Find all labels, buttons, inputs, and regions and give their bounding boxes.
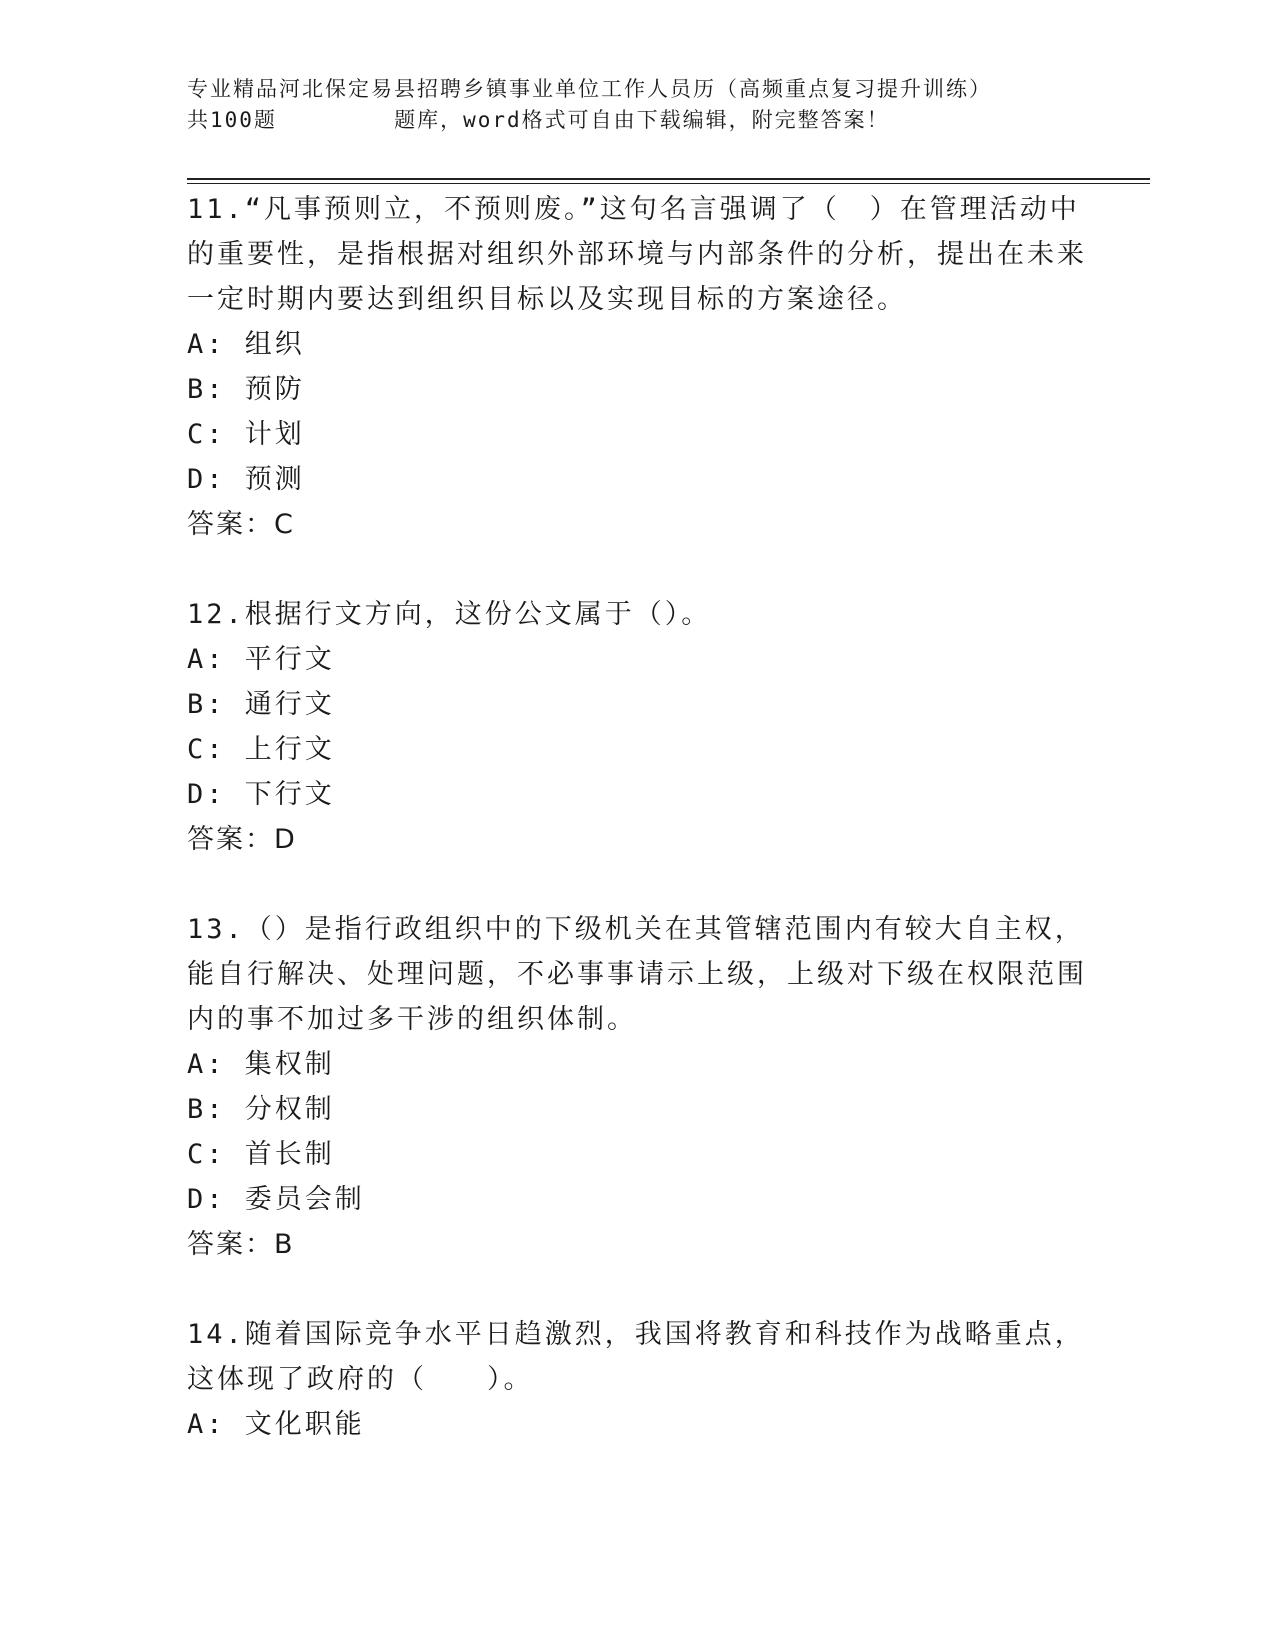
option-key: B: [187,689,226,720]
question-answer: 答案：C [187,509,295,540]
header-divider-thin [187,183,1150,184]
question-option [187,772,1087,817]
option-key: A: [187,329,226,360]
option-key: D: [187,779,226,810]
question-answer: 答案：D [187,824,297,855]
header-subtitle: 共100题 题库，word格式可自由下载编辑，附完整答案！ [187,108,890,132]
option-text: 委员会制 [244,1184,365,1215]
question-option [187,682,1087,727]
option-key: A: [187,1049,226,1080]
question-option [187,457,1087,502]
header-divider-thick [187,178,1150,180]
option-text: 预防 [244,374,305,405]
option-key: C: [187,1139,226,1170]
option-text: 计划 [244,419,305,450]
question-item [187,1312,1087,1447]
question-item [187,592,1087,862]
question-option [187,412,1087,457]
question-option [187,637,1087,682]
question-stem: 11.“凡事预则立，不预则废。”这句名言强调了（ ）在管理活动中的重要性，是指根据对组织外部环境与内部条件的分析，提出在未来一定时期内要达到组织目标以及实现目标的方案途径。 [187,194,1087,315]
question-list [187,187,1087,1492]
question-option [187,1042,1087,1087]
option-text: 集权制 [244,1049,335,1080]
header-title: 专业精品河北保定易县招聘乡镇事业单位工作人员历（高频重点复习提升训练） [187,77,992,101]
option-key: C: [187,419,226,450]
option-key: B: [187,1094,226,1125]
question-item [187,187,1087,547]
option-text: 分权制 [244,1094,335,1125]
question-stem: 12.根据行文方向，这份公文属于（）。 [187,599,712,630]
option-text: 文化职能 [244,1409,365,1440]
option-text: 平行文 [244,644,335,675]
option-text: 首长制 [244,1139,335,1170]
option-key: B: [187,374,226,405]
question-option [187,1132,1087,1177]
option-key: A: [187,1409,226,1440]
option-text: 预测 [244,464,305,495]
question-option [187,322,1087,367]
question-option [187,367,1087,412]
question-answer: 答案：B [187,1229,295,1260]
question-option [187,1177,1087,1222]
option-text: 通行文 [244,689,335,720]
option-key: D: [187,464,226,495]
question-stem: 13.（）是指行政组织中的下级机关在其管辖范围内有较大自主权，能自行解决、处理问题，不必事事请示上级，上级对下级在权限范围内的事不加过多干涉的组织体制。 [187,914,1087,1035]
option-key: D: [187,1184,226,1215]
question-option [187,1402,1087,1447]
question-stem: 14.随着国际竞争水平日趋激烈，我国将教育和科技作为战略重点，这体现了政府的（ ）。 [187,1319,1085,1395]
document-header [187,74,1087,136]
option-key: A: [187,644,226,675]
question-item [187,907,1087,1267]
question-option [187,1087,1087,1132]
option-text: 下行文 [244,779,335,810]
option-text: 上行文 [244,734,335,765]
option-key: C: [187,734,226,765]
option-text: 组织 [244,329,305,360]
question-option [187,727,1087,772]
